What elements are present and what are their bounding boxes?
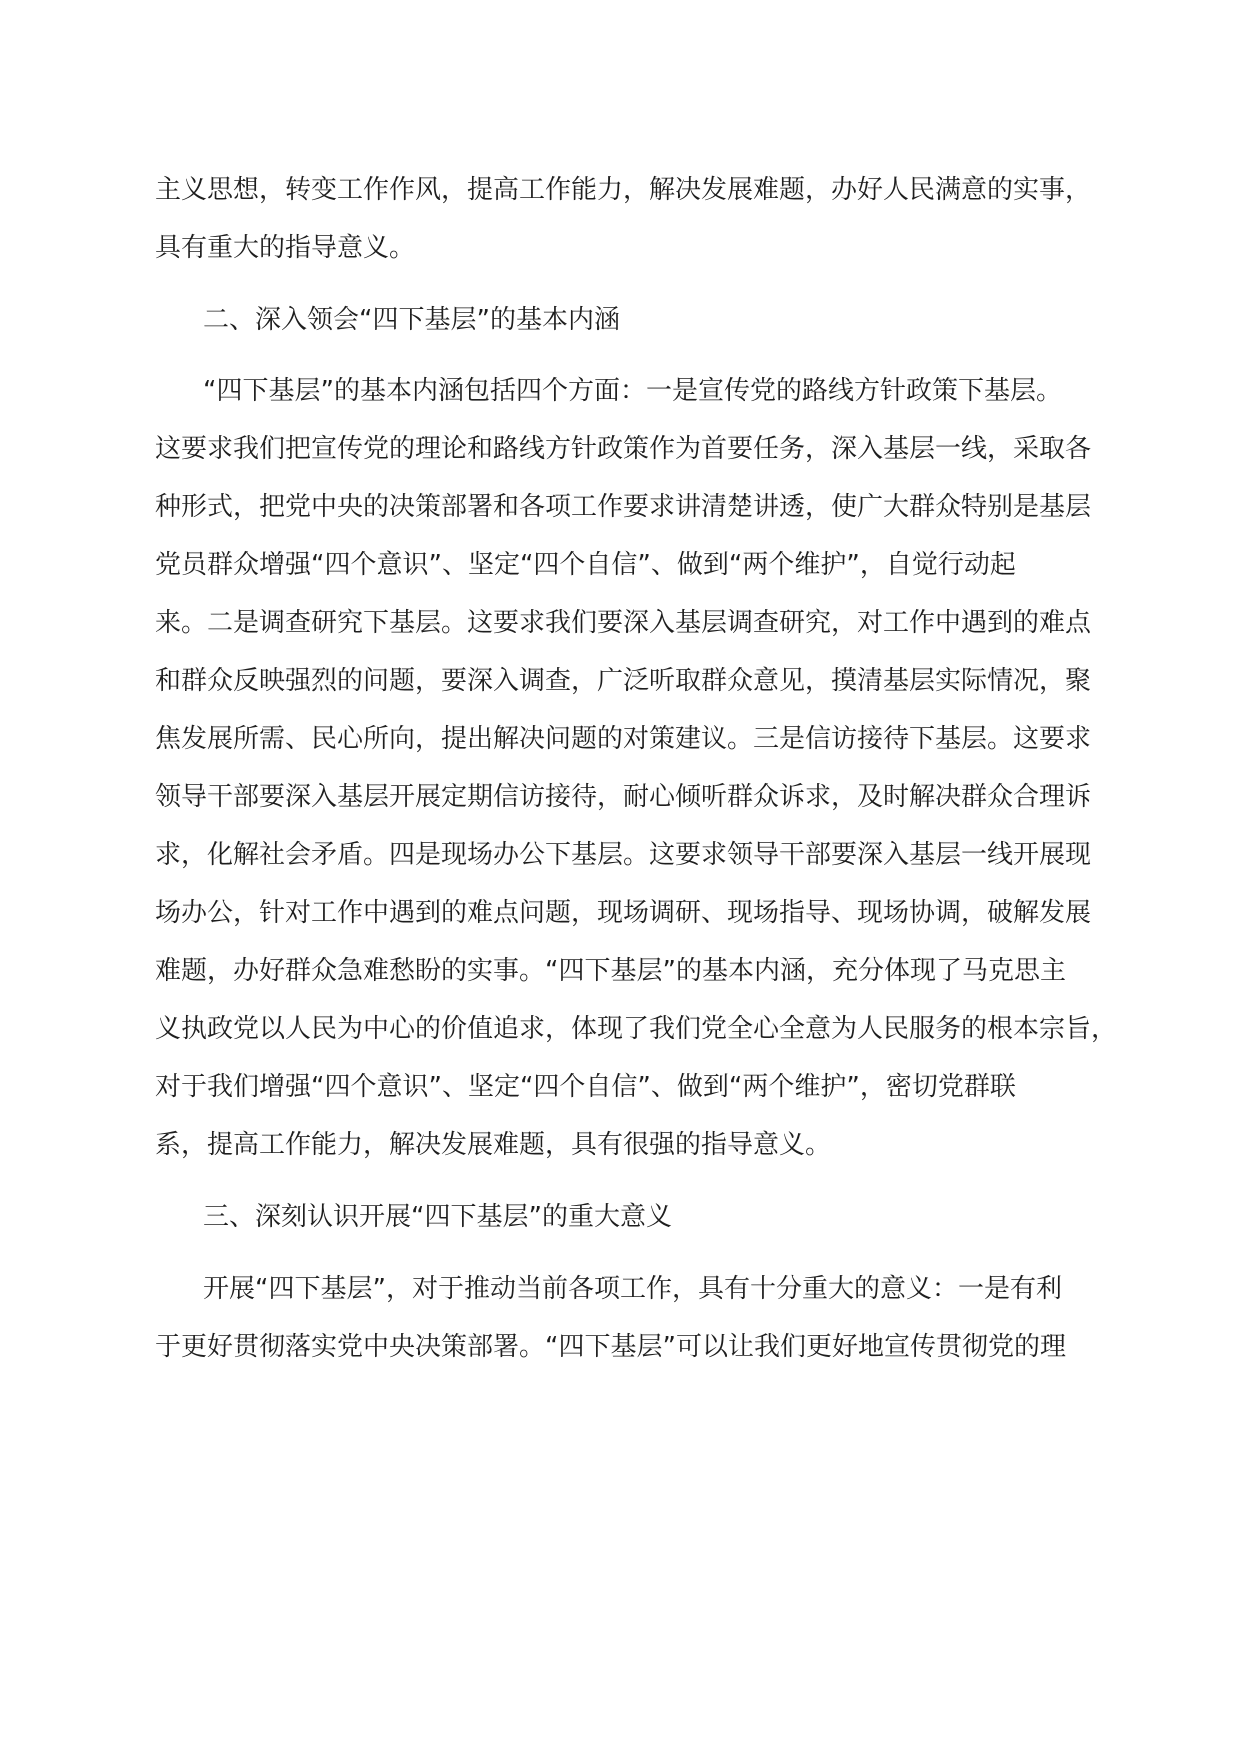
- text-line: 这要求我们把宣传党的理论和路线方针政策作为首要任务，深入基层一线，采取各: [155, 434, 1092, 464]
- section-heading: 三、深刻认识开展“四下基层”的重大意义: [203, 1202, 672, 1232]
- text-line: 开展“四下基层”，对于推动当前各项工作，具有十分重大的意义：一是有利: [203, 1274, 1062, 1304]
- text-line: 具有重大的指导意义。: [155, 233, 416, 263]
- section-heading: 二、深入领会“四下基层”的基本内涵: [203, 305, 620, 335]
- text-line: 和群众反映强烈的问题，要深入调查，广泛听取群众意见，摸清基层实际情况，聚: [155, 666, 1092, 696]
- text-line: “四下基层”的基本内涵包括四个方面：一是宣传党的路线方针政策下基层。: [203, 376, 1062, 406]
- text-line: 来。二是调查研究下基层。这要求我们要深入基层调查研究，对工作中遇到的难点: [155, 608, 1092, 638]
- text-line: 于更好贯彻落实党中央决策部署。“四下基层”可以让我们更好地宣传贯彻党的理: [155, 1332, 1066, 1362]
- text-line: 种形式，把党中央的决策部署和各项工作要求讲清楚讲透，使广大群众特别是基层: [155, 492, 1092, 522]
- text-line: 义执政党以人民为中心的价值追求，体现了我们党全心全意为人民服务的根本宗旨，: [155, 1014, 1118, 1044]
- text-line: 党员群众增强“四个意识”、坚定“四个自信”、做到“两个维护”，自觉行动起: [155, 550, 1016, 580]
- text-line: 系，提高工作能力，解决发展难题，具有很强的指导意义。: [155, 1130, 832, 1160]
- text-line: 主义思想，转变工作作风，提高工作能力，解决发展难题，办好人民满意的实事，: [155, 175, 1092, 205]
- text-line: 领导干部要深入基层开展定期信访接待，耐心倾听群众诉求，及时解决群众合理诉: [155, 782, 1092, 812]
- text-line: 对于我们增强“四个意识”、坚定“四个自信”、做到“两个维护”，密切党群联: [155, 1072, 1016, 1102]
- text-line: 焦发展所需、民心所向，提出解决问题的对策建议。三是信访接待下基层。这要求: [155, 724, 1092, 754]
- text-line: 求，化解社会矛盾。四是现场办公下基层。这要求领导干部要深入基层一线开展现: [155, 840, 1092, 870]
- text-line: 场办公，针对工作中遇到的难点问题，现场调研、现场指导、现场协调，破解发展: [155, 898, 1092, 928]
- text-line: 难题，办好群众急难愁盼的实事。“四下基层”的基本内涵，充分体现了马克思主: [155, 956, 1066, 986]
